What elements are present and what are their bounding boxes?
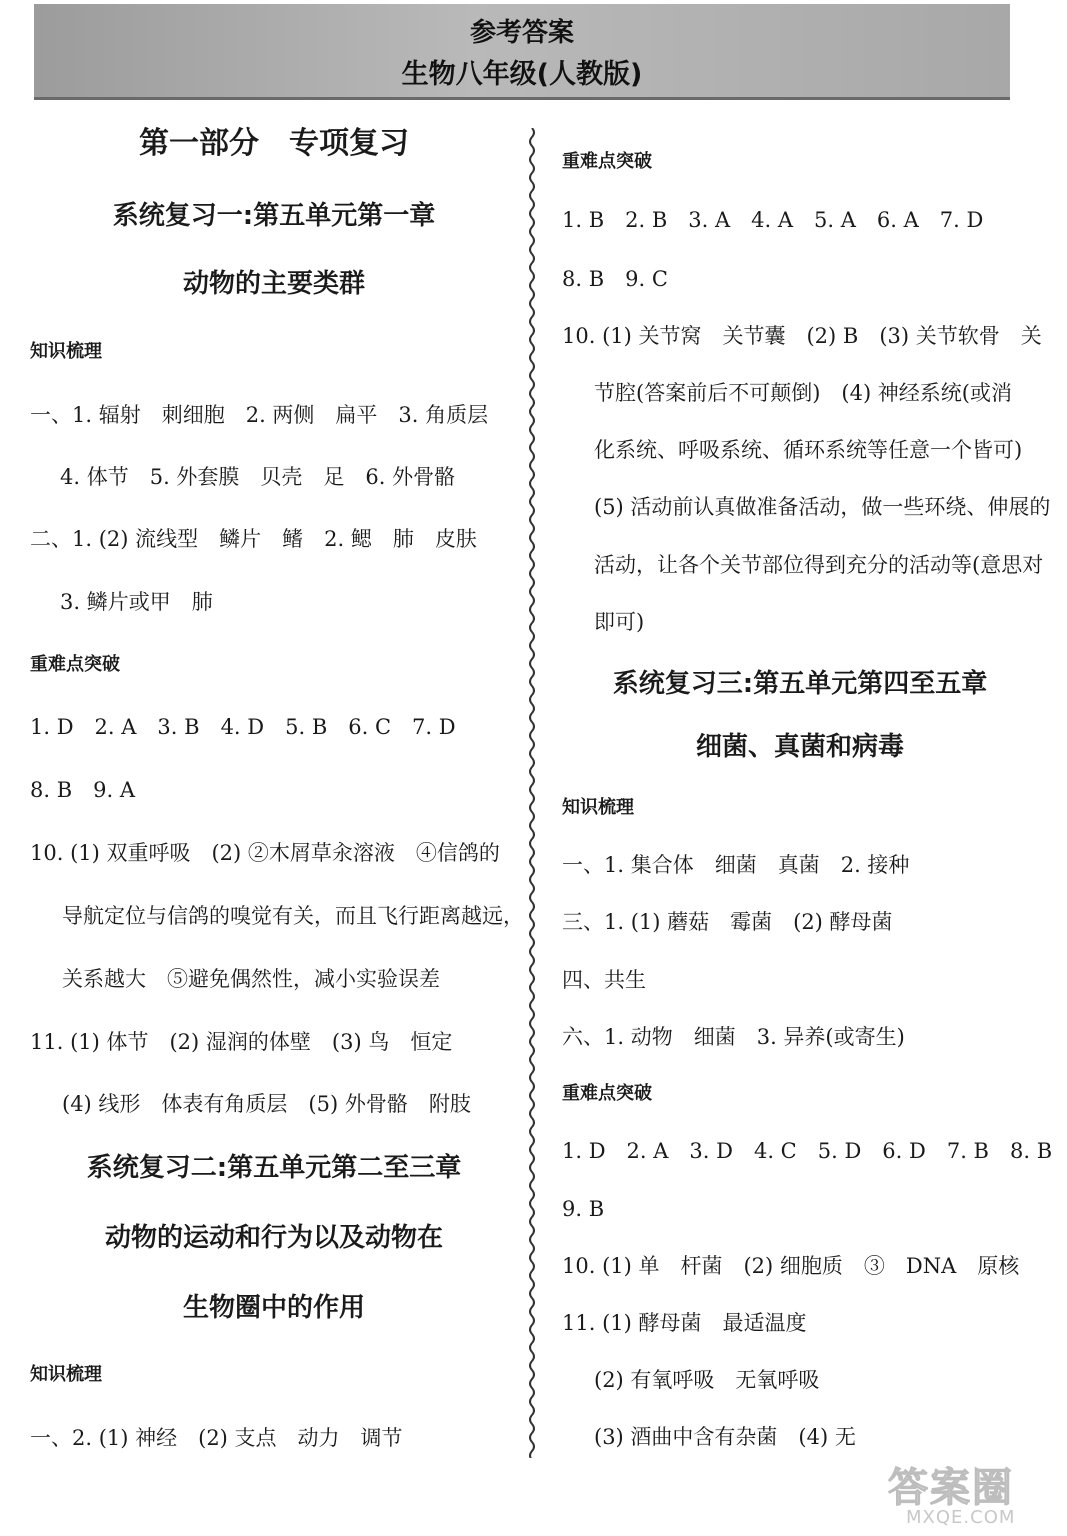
answer-line: 1. B 2. B 3. A 4. A 5. A 6. A 7. D xyxy=(562,208,984,232)
answer-line: 节腔(答案前后不可颠倒) (4) 神经系统(或消 xyxy=(594,381,1012,405)
answer-line: (4) 线形 体表有角质层 (5) 外骨骼 附肢 xyxy=(62,1092,471,1116)
section-title: 系统复习二:第五单元第二至三章 xyxy=(86,1153,462,1183)
part-title: 第一部分 专项复习 xyxy=(139,126,409,161)
answer-line: 导航定位与信鸽的嗅觉有关，而且飞行距离越远， xyxy=(62,904,524,928)
answer-line: 10. (1) 双重呼吸 (2) ②木屑草汆溶液 ④信鸽的 xyxy=(30,841,500,865)
knowledge-label: 知识梳理 xyxy=(562,797,634,818)
answer-line: 4. 体节 5. 外套膜 贝壳 足 6. 外骨骼 xyxy=(60,465,456,489)
column-divider xyxy=(522,128,542,1458)
watermark-logo xyxy=(880,1466,1060,1530)
answer-line: 一、1. 集合体 细菌 真菌 2. 接种 xyxy=(562,853,910,877)
watermark-url: MXQE.COM xyxy=(906,1507,1016,1528)
watermark-text: 答案圈 xyxy=(888,1465,1014,1511)
answer-line: 三、1. (1) 蘑菇 霉菌 (2) 酵母菌 xyxy=(562,910,893,934)
knowledge-label: 知识梳理 xyxy=(30,1364,102,1385)
banner-subtitle: 生物八年级(人教版) xyxy=(401,59,643,90)
answer-line: 8. B 9. C xyxy=(562,267,668,291)
answer-line: 一、1. 辐射 刺细胞 2. 两侧 扁平 3. 角质层 xyxy=(30,403,489,427)
answer-line: 一、2. (1) 神经 (2) 支点 动力 调节 xyxy=(30,1426,403,1450)
section-subtitle: 动物的主要类群 xyxy=(182,269,365,299)
key-points-label: 重难点突破 xyxy=(30,654,120,675)
answer-line: 关系越大 ⑤避免偶然性，减小实验误差 xyxy=(62,967,440,991)
answer-line: 二、1. (2) 流线型 鳞片 鳍 2. 鳃 肺 皮肤 xyxy=(30,527,477,551)
answer-line: 1. D 2. A 3. D 4. C 5. D 6. D 7. B 8. B xyxy=(562,1139,1053,1163)
answer-line: 即可) xyxy=(594,610,645,634)
key-points-label: 重难点突破 xyxy=(562,1083,652,1104)
answer-line: (3) 酒曲中含有杂菌 (4) 无 xyxy=(594,1425,856,1449)
answer-line: 1. D 2. A 3. B 4. D 5. B 6. C 7. D xyxy=(30,715,456,739)
answer-line: 10. (1) 关节窝 关节囊 (2) B (3) 关节软骨 关 xyxy=(562,324,1042,348)
answer-line: 9. B xyxy=(562,1197,605,1221)
answer-line: 11. (1) 酵母菌 最适温度 xyxy=(562,1311,807,1335)
answer-line: 10. (1) 单 杆菌 (2) 细胞质 ③ DNA 原核 xyxy=(562,1254,1020,1278)
header-banner xyxy=(34,4,1010,100)
answer-line: 活动，让各个关节部位得到充分的活动等(意思对 xyxy=(594,553,1044,577)
section-subtitle: 细菌、真菌和病毒 xyxy=(695,732,904,762)
answer-line: 11. (1) 体节 (2) 湿润的体壁 (3) 鸟 恒定 xyxy=(30,1030,453,1054)
key-points-label: 重难点突破 xyxy=(562,151,652,172)
knowledge-label: 知识梳理 xyxy=(30,341,102,362)
answer-line: 六、1. 动物 细菌 3. 异养(或寄生) xyxy=(562,1025,905,1049)
answer-line: (2) 有氧呼吸 无氧呼吸 xyxy=(594,1368,820,1392)
answer-line: 四、共生 xyxy=(562,968,646,992)
banner-title: 参考答案 xyxy=(469,18,574,48)
section-title: 系统复习一:第五单元第一章 xyxy=(112,201,436,231)
answer-line: (5) 活动前认真做准备活动，做一些环绕、伸展的 xyxy=(594,495,1051,519)
answer-line: 8. B 9. A xyxy=(30,778,136,802)
answer-line: 3. 鳞片或甲 肺 xyxy=(60,590,213,614)
answer-line: 化系统、呼吸系统、循环系统等任意一个皆可) xyxy=(594,438,1023,462)
section-subtitle: 生物圈中的作用 xyxy=(182,1293,365,1323)
section-title: 系统复习三:第五单元第四至五章 xyxy=(612,669,988,699)
section-subtitle: 动物的运动和行为以及动物在 xyxy=(104,1223,443,1253)
